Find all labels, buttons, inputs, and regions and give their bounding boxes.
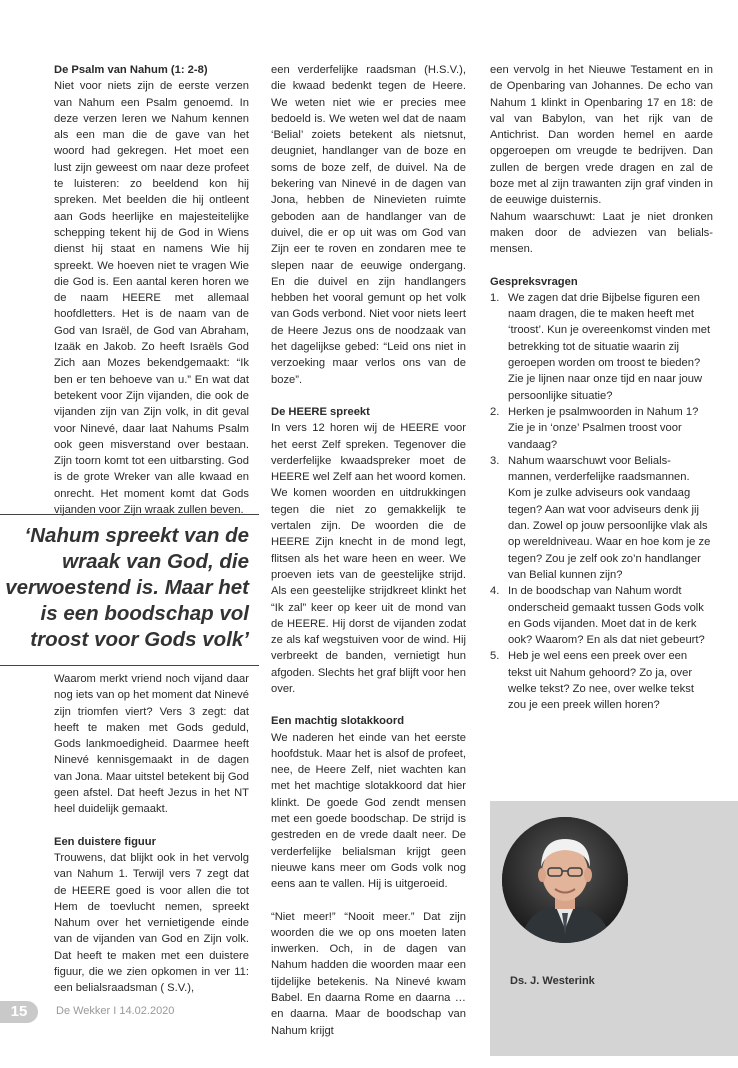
question-item xyxy=(490,404,713,453)
question-item xyxy=(490,453,713,583)
section-heading: Een machtig slotakkoord xyxy=(271,715,405,728)
question-text: In de boodschap van Nahum wordt onderscheid gemaakt tussen Gods volk en Gods vijanden. Moet dat in de kerk ook? Waarom? En als dat niet gebeurt? xyxy=(508,585,705,647)
paragraph: een vervolg in het Nieuwe Testament en in de Openbaring van Johannes. De echo van Nahum 1 klinkt in Openbaring 17 en 18: de val van Babylon, van het rijk van de Antichrist. Dan worden hemel en aarde opgeroepen om vreugde te bedrijven. Dan zullen de bergen vrede dragen en zal de boze met al zijn trawanten zijn graf vinden in de eeuwige duisternis. xyxy=(490,64,713,207)
question-item xyxy=(490,290,713,404)
author-portrait-icon xyxy=(502,817,628,943)
author-panel xyxy=(490,801,738,1056)
question-text: Nahum waarschuwt voor Belials-mannen, verderfelijke raadsmannen. Kom je zulke adviseurs ook vandaag tegen? Aan wat voor adviseurs denk jij dan. Zowel op jouw persoonlijke vlak als op wereldniveau. Waar en hoe kom je ze tegen? Zou je zelf ook zo’n handlanger van Belial kunnen zijn? xyxy=(508,454,711,581)
section-heading: De Psalm van Nahum (1: 2-8) xyxy=(54,64,208,76)
section-heading: De HEERE spreekt xyxy=(271,405,370,418)
page-number: 15 xyxy=(0,1001,38,1023)
question-text: Heb je wel eens een preek over een tekst uit Nahum gehoord? Zo ja, over welke tekst? Zo nee, over welke tekst zou je een preek willen horen? xyxy=(508,650,694,712)
section-heading: Gespreksvragen xyxy=(490,275,578,288)
paragraph: Waarom merkt vriend noch vijand daar nog iets van op het moment dat Ninevé zijn triomfen viert? Vers 3 zegt: dat heeft te maken met Gods geduld, Gods lankmoedigheid. Daarmee heeft Ninevé kennisgemaakt in de dagen van Jona. Maar uitstel betekent bij God geen afstel. Dat heeft Jezus in het NT heel duidelijk gemaakt. xyxy=(54,673,249,816)
column-3 xyxy=(490,62,713,714)
question-number: 5. xyxy=(490,650,500,663)
question-text: Herken je psalmwoorden in Nahum 1? Zie je in ‘onze’ Psalmen troost voor vandaag? xyxy=(508,405,699,451)
footer-publication: De Wekker I 14.02.2020 xyxy=(56,1005,175,1017)
paragraph: In vers 12 horen wij de HEERE voor het eerst Zelf spreken. Tegenover die verderfelijke kwaadspreker moet de HEERE wel Zelf aan het woord komen. We komen woorden en uitdrukkingen tegen die niet zo gemakkelijk te vertalen zijn. De woorden die de HEERE Zijn knecht in de mond legt, flitsen als het ware heen en weer. We proeven iets van de geestelijke strijd. Als een geestelijke strijdkreet klinkt het “Ik zal” keer op keer uit de mond van de HEERE. Hij dorst de vijanden zodat ze als kaf wegstuiven voor de wind. Hij verbreekt de banden, vernietigt hun afgoden. Slechts het graf blijft voor hen over. xyxy=(271,422,466,695)
question-text: We zagen dat drie Bijbelse figuren een naam dragen, die te maken heeft met ‘troost’. Kun je overeenkomst vinden met betrekking tot de situatie waarin zij geroepen worden om troost te bieden? Zie je lijnen naar onze tijd en naar jouw persoonlijke situatie? xyxy=(508,291,711,402)
paragraph: Niet voor niets zijn de eerste verzen van Nahum een Psalm genoemd. In deze verzen leren we Nahum kennen als een man die de gave van het woord had gekregen. Het moet een lust zijn geweest om naar deze profeet te luisteren: zo beeldend kon hij spreken. Met beelden die hij ontleent aan Gods heerlijke en majesteitelijke schepping tekent hij de God in Wiens dienst hij staat en namens Wie hij spreekt. We hoeven niet te vragen Wie die God is. Een aantal keren horen we de naam HEERE met allemaal hoofdletters. Het is de naam van de God van Israël, de God van Abraham, Izaäk en Jakob. Zo heeft Israëls God Zich aan Mozes bekendgemaakt: “Ik ben er ten behoeve van u.” En wat dat betekent voor Zijn vijanden, die ook de vijanden zijn van Zijn volk, in dit geval voor Ninevé, daar laat Nahums Psalm ook geen misverstand over bestaan. Zijn toorn komt tot een uitbarsting. God is de grote Wreker van alle kwaad en onrecht. Het moment komt dat Gods vijanden voor Zijn wraak zullen beven. xyxy=(54,80,249,517)
author-photo xyxy=(502,817,628,943)
question-item xyxy=(490,583,713,648)
paragraph: Nahum waarschuwt: Laat je niet dronken maken door de adviezen van belials-mensen. xyxy=(490,210,713,256)
column-1-bottom xyxy=(54,671,249,997)
column-2 xyxy=(271,62,466,1039)
question-item xyxy=(490,648,713,713)
section-heading: Een duistere figuur xyxy=(54,835,156,848)
paragraph: “Niet meer!” “Nooit meer.” Dat zijn woorden die we op ons moeten laten inwerken. Och, in de dagen van Nahum hadden die woorden maar een tijdelijke betekenis. Na Ninevé kwam Babel. En daarna Rome en daarna … en daarna. Maar de boodschap van Nahum krijgt xyxy=(271,910,466,1037)
author-caption: Ds. J. Westerink xyxy=(510,975,595,987)
pull-quote: ‘Nahum spreekt van de wraak van God, die verwoestend is. Maar het is een boodschap vol troost voor Gods volk’ xyxy=(0,514,259,666)
question-number: 4. xyxy=(490,585,500,598)
paragraph: Trouwens, dat blijkt ook in het vervolg van Nahum 1. Terwijl vers 7 zegt dat de HEERE goed is voor allen die tot Hem de toevlucht nemen, spreekt Nahum over het vernietigende einde van de vijanden van God en Zijn volk. Dat heeft te maken met een duistere figuur, die we zien opkomen in ver 11: een belialsraadsman ( S.V.), xyxy=(54,851,249,995)
question-number: 1. xyxy=(490,291,500,304)
paragraph: een verderfelijke raadsman (H.S.V.), die kwaad bedenkt tegen de Heere. We weten niet wie er precies mee bedoeld is. We weten wel dat de naam ‘Belial’ zoiets betekent als nietsnut, deugniet, handlanger van de boze en soms de boze zelf, de duivel. Na de bekering van Ninevé in de dagen van Jona, hebben de Ninevieten ruimte geboden aan de handlanger van de duivel, die er op uit was om God van Zijn eer te roven en zondaren mee te slepen naar de eeuwige ondergang. En die duivel en zijn handlangers hebben het vooral gemunt op het volk van Gods verbond. Niet voor niets leert de Heere Jezus ons de noodzaak van het dagelijkse gebed: “Leid ons niet in verzoeking maar verlos ons van de boze”. xyxy=(271,64,466,386)
paragraph: We naderen het einde van het eerste hoofdstuk. Maar het is alsof de profeet, nee, de Heere Zelf, niet wachten kan met het machtige slotakkoord dat hier klinkt. De goede God zendt mensen met een goede boodschap. De strijd is gestreden en de vrede daalt neer. De verderfelijke belialsman krijgt geen nieuwe kans meer om Gods volk nog eens aan te vallen. Hij is uitgeroeid. xyxy=(271,731,466,891)
question-number: 3. xyxy=(490,454,500,467)
question-list xyxy=(490,290,713,714)
column-1-top xyxy=(54,62,249,518)
question-number: 2. xyxy=(490,405,500,418)
